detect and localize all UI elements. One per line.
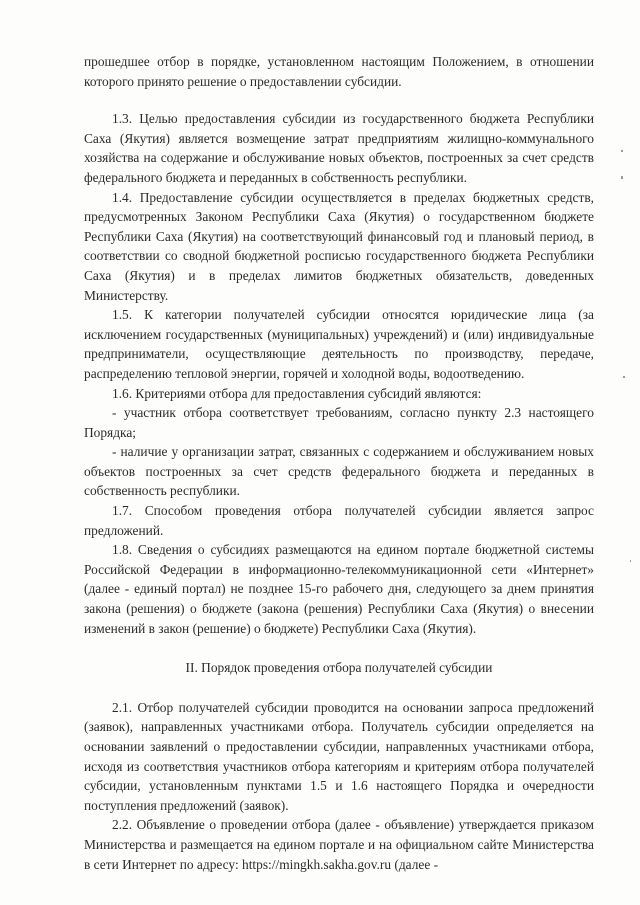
scan-mark xyxy=(621,150,623,152)
paragraph-1-8: 1.8. Сведения о субсидиях размещаются на едином портале бюджетной системы Российской Федерации в информационно-телекоммуникационной сети «Интернет» (далее - единый портал) не позднее 15-го рабочего дня, следующего за днем принятия закона (решения) о бюджете (закона (решения) Республики Саха (Якутия) о внесении изменений в закон (решение) о бюджете) Республики Саха (Якутия). xyxy=(84,542,594,636)
criteria-item-2: - наличие у организации затрат, связанных с содержанием и обслуживанием новых объектов построенных за счет средств федерального бюджета и переданных в собственность республики. xyxy=(84,444,594,499)
criteria-item-1: - участник отбора соответствует требованиям, согласно пункту 2.3 настоящего Порядка; xyxy=(84,405,594,440)
paragraph-1-3: 1.3. Целью предоставления субсидии из государственного бюджета Республики Саха (Якутия) является возмещение затрат предприятиям жилищно-коммунального хозяйства на содержание и обслуживание новых объектов, построенных за счет средств федерального бюджета и переданных в собственность республики. xyxy=(84,111,594,185)
scan-mark xyxy=(630,560,631,562)
paragraph-continuation: прошедшее отбор в порядке, установленном настоящим Положением, в отношении которого принято решение о предоставлении субсидии. xyxy=(84,54,594,89)
scan-mark xyxy=(621,176,623,179)
paragraph-2-2: 2.2. Объявление о проведении отбора (далее - объявление) утверждается приказом Министерства и размещается на едином портале и на официальном сайте Министерства в сети Интернет по адресу: https://mingkh.sakha.gov.ru (далее - xyxy=(84,817,594,872)
document-body xyxy=(84,52,594,874)
section-heading: II. Порядок проведения отбора получателей субсидии xyxy=(185,660,493,676)
paragraph-2-1: 2.1. Отбор получателей субсидии проводится на основании запроса предложений (заявок), направленных участниками отбора. Получатель субсидии определяется на основании заявлений о предоставлении субсидии, направленных участниками отбора, исходя из соответствия участников отбора категориям и критериям отбора получателей субсидии, установленным пунктами 1.5 и 1.6 настоящего Порядка и очередности поступления предложений (заявок). xyxy=(84,699,594,813)
paragraph-1-6: 1.6. Критериями отбора для предоставления субсидий являются: xyxy=(112,385,482,401)
paragraph-1-4: 1.4. Предоставление субсидии осуществляется в пределах бюджетных средств, предусмотренных Законом Республики Саха (Якутия) о государственном бюджете Республики Саха (Якутия) на соответствующий финансовый год и плановый период, в соответствии со сводной бюджетной росписью государственного бюджета Республики Саха (Якутия) и в пределах лимитов бюджетных обязательств, доведенных Министерству. xyxy=(84,189,594,303)
paragraph-1-5: 1.5. К категории получателей субсидии относятся юридические лица (за исключением государственных (муниципальных) учреждений) и (или) индивидуальные предприниматели, осуществляющие деятельность по производству, передаче, распределению тепловой энергии, горячей и холодной воды, водоотведению. xyxy=(84,307,594,381)
scan-mark xyxy=(623,376,625,378)
paragraph-1-7: 1.7. Способом проведения отбора получателей субсидии является запрос предложений. xyxy=(84,503,594,538)
